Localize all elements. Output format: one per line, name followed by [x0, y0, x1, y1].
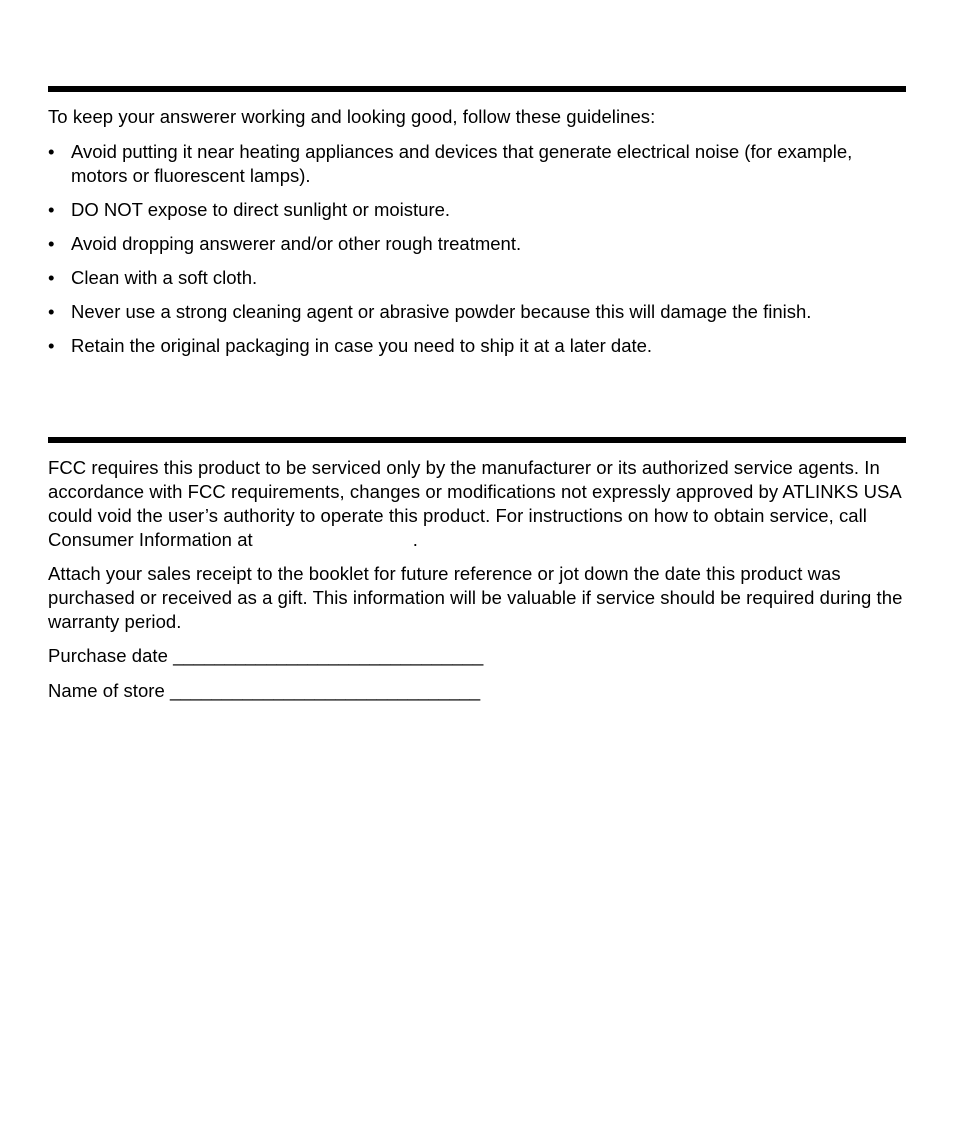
bullet-icon: • [48, 141, 55, 162]
store-name-line [48, 679, 910, 703]
bullet-icon: • [48, 267, 55, 288]
store-name-blank: ______________________________ [170, 680, 481, 701]
list-item: • DO NOT expose to direct sunlight or moisture. [48, 199, 451, 220]
list-item: • Retain the original packaging in case you need to ship it at a later date. [48, 335, 653, 356]
care-guidelines-list [48, 140, 910, 368]
list-item: • Never use a strong cleaning agent or abrasive powder because this will damage the finish. [48, 301, 812, 322]
purchase-date-label: Purchase date [48, 645, 168, 666]
sales-receipt-paragraph: Attach your sales receipt to the booklet for future reference or jot down the date this product was purchased or received as a gift. This information will be valuable if service should be required during the warranty period. [48, 563, 903, 632]
list-item: • Avoid putting it near heating appliances and devices that generate electrical noise (for example, motors or fluorescent lamps). [48, 141, 853, 186]
store-name-label: Name of store [48, 680, 165, 701]
list-item: • Clean with a soft cloth. [48, 267, 258, 288]
bullet-icon: • [48, 301, 55, 322]
care-intro: To keep your answerer working and looking good, follow these guidelines: [48, 106, 656, 127]
purchase-date-line [48, 644, 910, 668]
section-divider-top [48, 86, 906, 92]
list-item: • Avoid dropping answerer and/or other rough treatment. [48, 233, 522, 254]
purchase-date-blank: ______________________________ [173, 645, 484, 666]
bullet-icon: • [48, 233, 55, 254]
bullet-icon: • [48, 199, 55, 220]
section-divider-service [48, 437, 906, 443]
fcc-service-paragraph: FCC requires this product to be serviced only by the manufacturer or its authorized service agents. In accordance with FCC requirements, changes or modifications not expressly approved by ATLINKS USA could void the user’s authority to operate this product. For instructions on how to obtain service, call Consumer Information at . [48, 457, 901, 550]
bullet-icon: • [48, 335, 55, 356]
